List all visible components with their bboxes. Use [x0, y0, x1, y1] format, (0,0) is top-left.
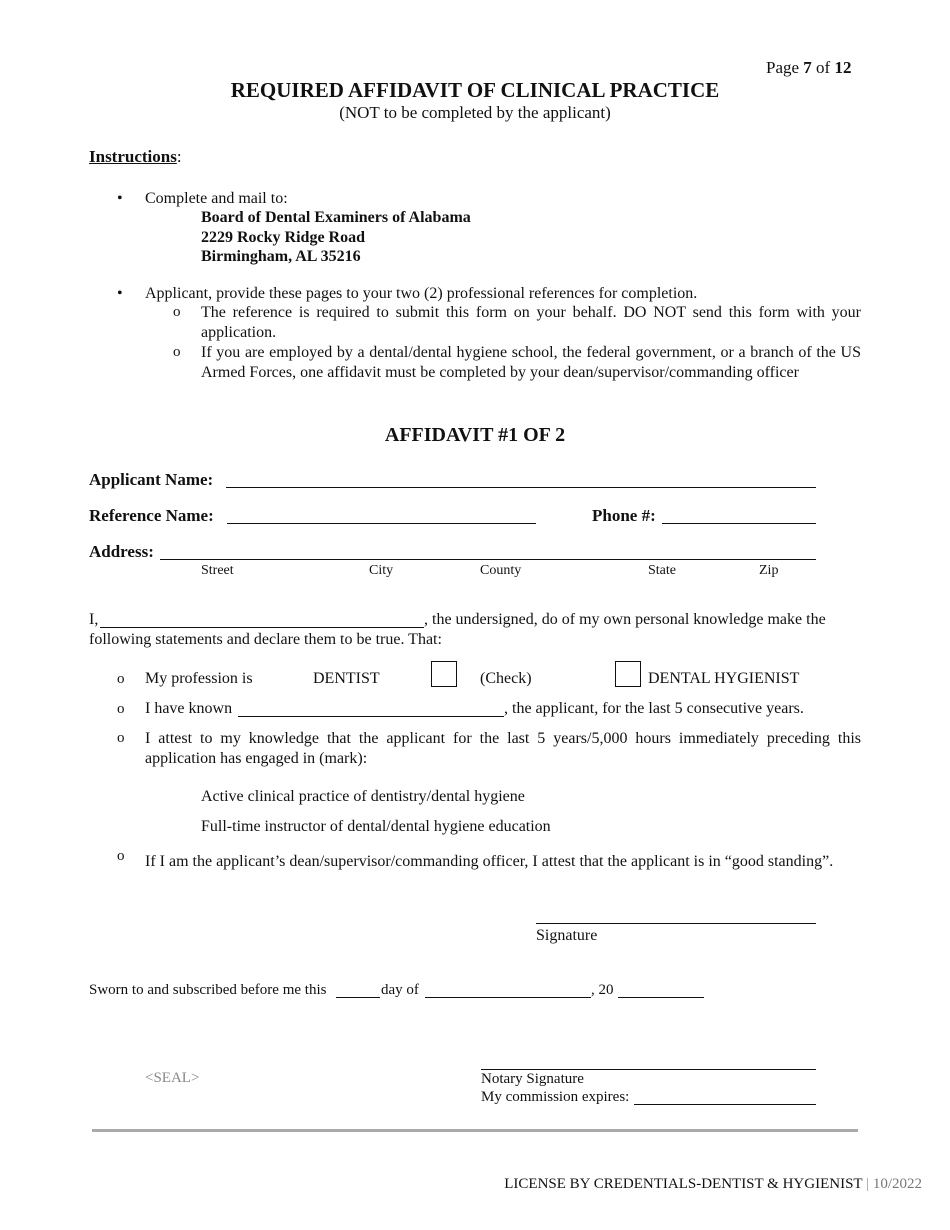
bullet-icon: • [117, 285, 123, 302]
dentist-checkbox[interactable] [431, 661, 457, 687]
address-city-label: City [369, 563, 394, 578]
check-label: (Check) [480, 670, 532, 687]
page-number: Page 7 of 12 [766, 58, 852, 77]
dean-statement: If I am the applicant’s dean/supervisor/commanding officer, I attest that the applicant is in “good standing”. [145, 853, 834, 870]
address-zip-label: Zip [759, 563, 779, 578]
signature-field[interactable] [536, 923, 816, 924]
applicant-name-label: Applicant Name: [89, 470, 214, 489]
attest-statement: I attest to my knowledge that the applicant for the last 5 years/5,000 hours immediately preceding this application has engaged in (mark): [145, 730, 861, 767]
affidavit-heading: AFFIDAVIT #1 OF 2 [384, 424, 566, 446]
notary-signature-field[interactable] [481, 1069, 816, 1070]
profession-label: My profession is [145, 670, 253, 687]
sworn-month-field[interactable] [425, 997, 591, 998]
page-subtitle: (NOT to be completed by the applicant) [339, 103, 611, 122]
bullet-icon: • [117, 190, 123, 207]
reference-name-field[interactable] [227, 523, 536, 524]
day-of-text: day of [381, 982, 419, 998]
address-label: Address: [89, 542, 154, 561]
known-applicant-field[interactable] [238, 716, 504, 717]
phone-label: Phone #: [592, 506, 656, 525]
address-county-label: County [480, 563, 522, 578]
known-end: , the applicant, for the last 5 consecutive years. [504, 700, 804, 717]
address-street-label: Street [201, 563, 234, 578]
reference-name-label: Reference Name: [89, 506, 214, 525]
address-field[interactable] [160, 559, 816, 560]
instructions-heading: Instructions: [89, 147, 182, 166]
sworn-day-field[interactable] [336, 997, 380, 998]
mail-intro: Complete and mail to: [145, 190, 288, 207]
reference-instruction: The reference is required to submit this form on your behalf. DO NOT send this form with your application. [201, 304, 861, 341]
address-line-1: Board of Dental Examiners of Alabama [201, 209, 471, 226]
option-full-time-instructor[interactable]: Full-time instructor of dental/dental hygiene education [201, 818, 551, 835]
notary-signature-label: Notary Signature [481, 1071, 584, 1087]
known-start: I have known [145, 700, 233, 717]
sworn-year-field[interactable] [618, 997, 704, 998]
footer-text: LICENSE BY CREDENTIALS-DENTIST & HYGIENIST | 10/2022 [504, 1176, 922, 1192]
footer-divider [92, 1129, 858, 1132]
provide-instruction: Applicant, provide these pages to your two (2) professional references for completion. [145, 285, 698, 302]
sworn-text: Sworn to and subscribed before me this [89, 982, 327, 998]
commission-label: My commission expires: [481, 1089, 630, 1105]
address-line-3: Birmingham, AL 35216 [201, 248, 361, 265]
signature-label: Signature [536, 927, 598, 944]
declarant-name-field[interactable] [100, 627, 424, 628]
circle-bullet-icon: o [117, 671, 125, 687]
circle-bullet-icon: o [117, 848, 125, 864]
dentist-label: DENTIST [313, 670, 380, 687]
declaration-line-2: following statements and declare them to be true. That: [89, 631, 442, 648]
commission-expires-field[interactable] [634, 1104, 816, 1105]
phone-field[interactable] [662, 523, 816, 524]
circle-bullet-icon: o [117, 730, 125, 746]
declaration-start: I, [89, 611, 99, 628]
circle-bullet-icon: o [173, 344, 181, 360]
circle-bullet-icon: o [117, 701, 125, 717]
year-prefix-text: , 20 [591, 982, 614, 998]
option-clinical-practice[interactable]: Active clinical practice of dentistry/dental hygiene [201, 788, 525, 805]
seal-placeholder: <SEAL> [145, 1070, 200, 1086]
hygienist-checkbox[interactable] [615, 661, 641, 687]
employment-instruction: If you are employed by a dental/dental hygiene school, the federal government, or a branch of the US Armed Forces, one affidavit must be completed by your dean/supervisor/commanding officer [201, 344, 861, 381]
circle-bullet-icon: o [173, 304, 181, 320]
declaration-rest: , the undersigned, do of my own personal knowledge make the [424, 611, 826, 628]
address-line-2: 2229 Rocky Ridge Road [201, 229, 366, 246]
page-title: REQUIRED AFFIDAVIT OF CLINICAL PRACTICE [230, 78, 720, 102]
applicant-name-field[interactable] [226, 487, 816, 488]
address-state-label: State [648, 563, 676, 578]
hygienist-label: DENTAL HYGIENIST [648, 670, 800, 687]
